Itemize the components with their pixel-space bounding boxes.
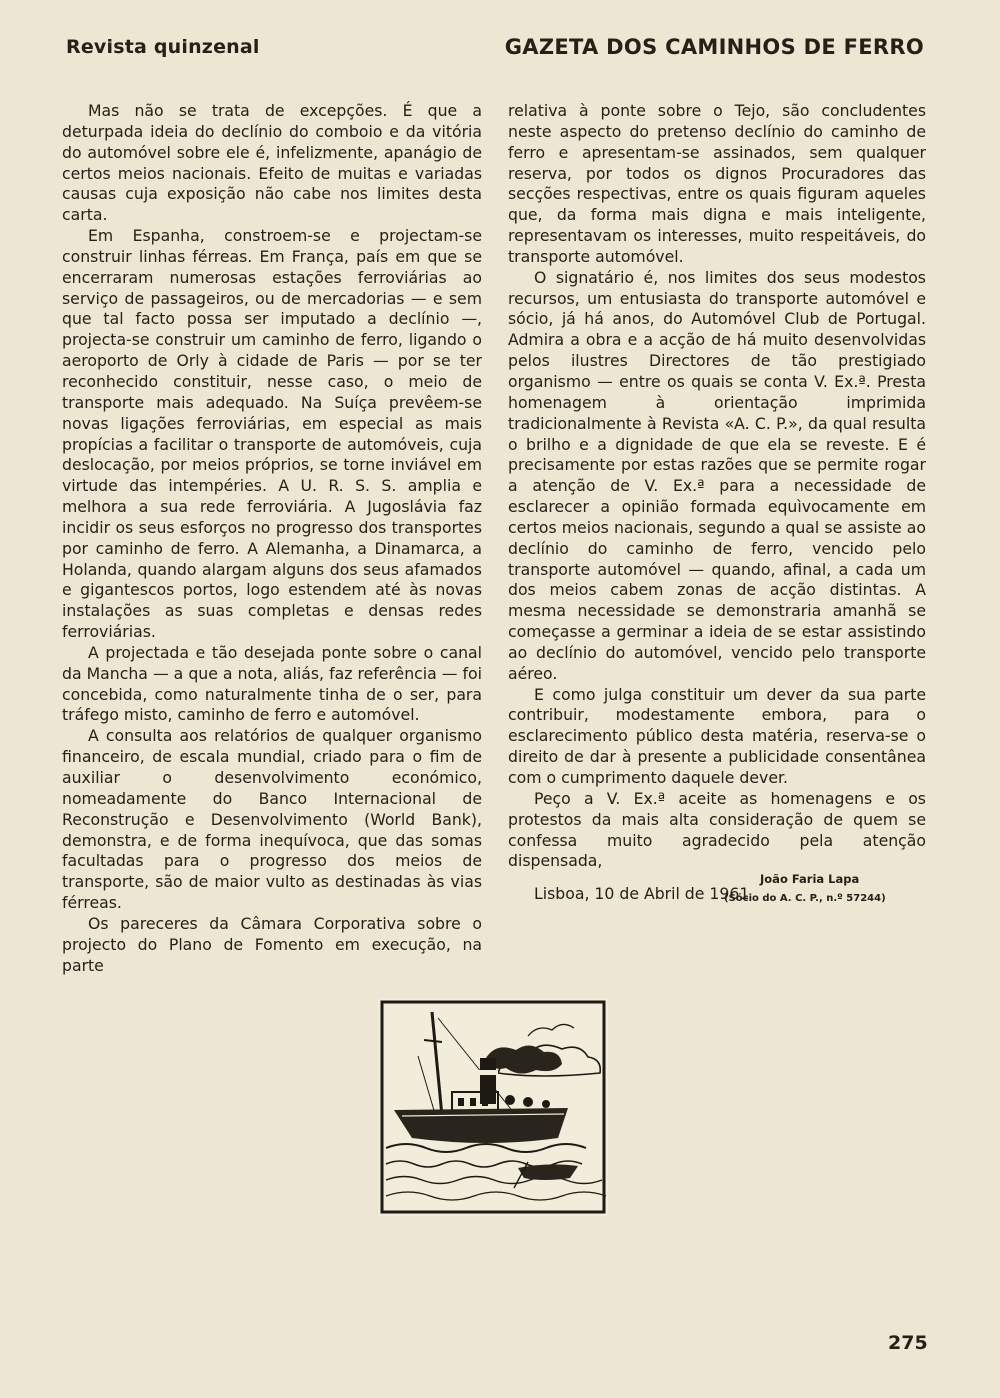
paragraph: A consulta aos relatórios de qualquer organismo financeiro, de escala mundial, criado para o fim de auxiliar o desenvolvimento económico, nomeadamente do Banco Internacional de Reconstrução e Desenvolvimento (World Bank), demonstra, e de forma inequívoca, que das somas facultadas para o progresso dos meios de transporte, são de maior vulto as destinadas às vias férreas. [62,726,482,913]
paragraph: A projectada e tão desejada ponte sobre o canal da Mancha — a que a nota, aliás, faz referência — foi concebida, como naturalmente tinha de o ser, para tráfego misto, caminho de ferro e automóvel. [62,642,482,725]
left-text-column [62,101,482,976]
dateline: Lisboa, 10 de Abril de 1961 [534,884,750,904]
page-number: 275 [888,1332,928,1354]
paragraph: Peço a V. Ex.ª aceite as homenagens e os protestos da mais alta consideração de quem se confessa muito agradecido pela atenção dispensada, [508,788,926,871]
paragraph: Os pareceres da Câmara Corporativa sobre o projecto do Plano de Fomento em execução, na parte [62,913,482,975]
steamboat-engraving-icon [378,998,608,1216]
signature-name: João Faria Lapa [760,872,860,886]
paragraph: Em Espanha, constroem-se e projectam-se construir linhas férreas. Em França, país em que se encerraram numerosas estações ferroviárias ao serviço de passageiros, ou de mercadorias — e sem que tal facto possa ser imputado a declínio —, projecta-se construir um caminho de ferro, ligando o aeroporto de Orly à cidade de Paris — por se ter reconhecido constituir, nesse caso, o meio de transporte mais adequado. Na Suíça prevêem-se novas ligações ferroviárias, em especial as mais propícias a facilitar o transporte de automóveis, cuja deslocação, por meios próprios, se torne inviável em virtude das intempéries. A U. R. S. S. amplia e melhora a sua rede ferroviária. A Jugoslávia faz incidir os seus esforços no progresso dos transportes por caminho de ferro. A Alemanha, a Dinamarca, a Holanda, quando alargam alguns dos seus afamados e gigantescos portos, logo estendem até às novas instalações as suas completas e densas redes ferroviárias. [62,226,482,642]
running-header-left: Revista quinzenal [66,36,260,58]
paragraph: E como julga constituir um dever da sua parte contribuir, modestamente embora, para o esclarecimento público desta matéria, reserva-se o direito de dar à presente a publicidade consentânea com o cumprimento daquele dever. [508,684,926,787]
running-header-right: GAZETA DOS CAMINHOS DE FERRO [504,35,924,59]
signature-membership-note: (Sócio do A. C. P., n.º 57244) [724,893,886,904]
right-text-column [508,101,926,905]
paragraph-continued: relativa à ponte sobre o Tejo, são concludentes neste aspecto do pretenso declínio do caminho de ferro e apresentam-se assinados, sem qualquer reserva, por todos os dignos Procuradores das secções respectivas, entre os quais figuram aqueles que, da forma mais digna e mais inteligente, representavam os interesses, muito respeitáveis, do transporte automóvel. [508,101,926,266]
paragraph: Mas não se trata de excepções. É que a deturpada ideia do declínio do comboio e da vitória do automóvel sobre ele é, infelizmente, apanágio de certos meios nacionais. Efeito de muitas e variadas causas cuja exposição não cabe nos limites desta carta. [62,101,482,225]
paragraph: O signatário é, nos limites dos seus modestos recursos, um entusiasta do transporte automóvel e sócio, já há anos, do Automóvel Club de Portugal. Admira a obra e a acção de há muito desenvolvidas pelos ilustres Directores de tão prestigiado organismo — entre os quais se conta V. Ex.ª. Presta homenagem à orientação imprimida tradicionalmente à Revista «A. C. P.», da qual resulta o brilho e a dignidade de que ela se reveste. E é precisamente por estas razões que se permite rogar a atenção de V. Ex.ª para a necessidade de esclarecer a opinião formada equìvocamente em certos meios nacionais, segundo a qual se assiste ao declínio do caminho de ferro, vencido pelo transporte automóvel — quando, afinal, a cada um dos meios cabem zonas de acção distintas. A mesma necessidade se demonstraria amanhã se começasse a germinar a ideia de se estar assistindo ao declínio do automóvel, vencido pelo transporte aéreo. [508,267,926,683]
